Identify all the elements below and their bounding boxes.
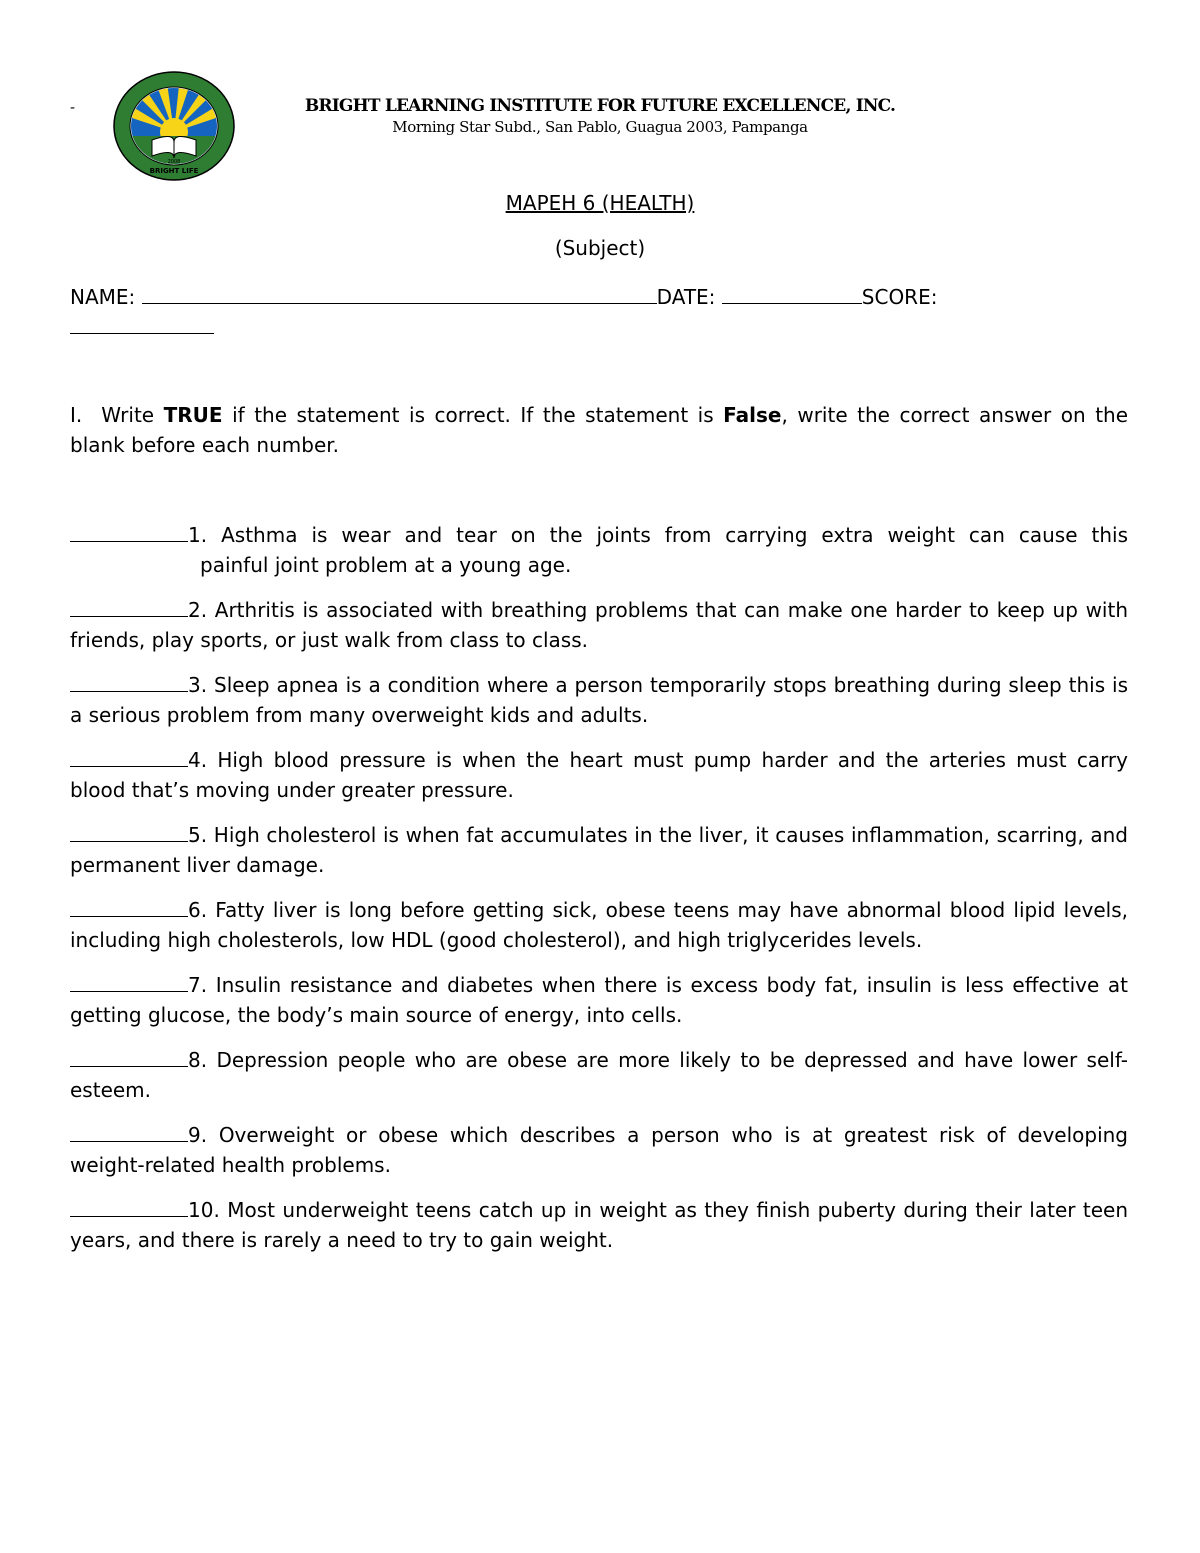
question-item-9 (70, 1120, 1128, 1180)
question-item-10 (70, 1195, 1128, 1255)
question-text: Asthma is wear and tear on the joints from carrying extra weight can cause this (221, 523, 1128, 547)
question-text-cont: painful joint problem at a young age. (200, 553, 572, 577)
score-blank[interactable] (70, 313, 214, 334)
question-text: Insulin resistance and diabetes when there is excess body fat, insulin is less effective at getting glucose, the body’s main source of energy, into cells. (70, 973, 1129, 1027)
instructions-false: False (723, 403, 782, 427)
subject-label: (Subject) (554, 236, 646, 260)
answer-blank[interactable] (70, 671, 188, 692)
logo-bottom-text: BRIGHT LIFE (149, 167, 199, 175)
question-text: Sleep apnea is a condition where a person temporarily stops breathing during sleep this is a serious problem from many overweight kids and adults. (70, 673, 1128, 727)
answer-blank[interactable] (70, 596, 188, 617)
date-label: DATE: (656, 285, 716, 309)
school-logo (112, 70, 236, 182)
page-title (0, 191, 1200, 215)
school-name: BRIGHT LEARNING INSTITUTE FOR FUTURE EXCELLENCE, INC. (304, 96, 896, 116)
student-fields (70, 282, 1130, 342)
answer-blank[interactable] (70, 521, 188, 542)
question-list (70, 520, 1128, 1270)
question-item-7 (70, 970, 1128, 1030)
answer-blank[interactable] (70, 1121, 188, 1142)
question-item-2 (70, 595, 1128, 655)
question-text: High cholesterol is when fat accumulates in the liver, it causes inflammation, scarring, and permanent liver damage. (70, 823, 1128, 877)
answer-blank[interactable] (70, 1046, 188, 1067)
answer-blank[interactable] (70, 821, 188, 842)
question-item-5 (70, 820, 1128, 880)
name-blank[interactable] (142, 283, 657, 304)
question-number: 5. (188, 823, 208, 847)
school-address: Morning Star Subd., San Pablo, Guagua 2003, Pampanga (392, 118, 808, 136)
question-number: 3. (188, 673, 208, 697)
answer-blank[interactable] (70, 896, 188, 917)
question-number: 6. (188, 898, 208, 922)
score-label: SCORE: (861, 285, 938, 309)
question-item-4 (70, 745, 1128, 805)
question-text: Arthritis is associated with breathing problems that can make one harder to keep up with friends, play sports, or just walk from class to class. (70, 598, 1129, 652)
logo-year: 2008 (167, 159, 181, 165)
question-number: 8. (188, 1048, 208, 1072)
question-text: Depression people who are obese are more likely to be depressed and have lower self-esteem. (70, 1048, 1128, 1102)
answer-blank[interactable] (70, 1196, 188, 1217)
question-number: 10. (188, 1198, 220, 1222)
answer-blank[interactable] (70, 971, 188, 992)
question-text: Fatty liver is long before getting sick, obese teens may have abnormal blood lipid levels, including high cholesterols, low HDL (good cholesterol), and high triglycerides levels. (70, 898, 1129, 952)
question-number: 7. (188, 973, 208, 997)
question-text: High blood pressure is when the heart must pump harder and the arteries must carry blood that’s moving under greater pressure. (70, 748, 1128, 802)
question-item-3 (70, 670, 1128, 730)
instructions (70, 400, 1128, 460)
instructions-part3: , write the correct answer on the blank before each number. (70, 403, 1129, 457)
instructions-number: I. (70, 403, 83, 427)
name-label: NAME: (70, 285, 136, 309)
answer-blank[interactable] (70, 746, 188, 767)
question-item-1 (70, 520, 1128, 580)
page-title-text: MAPEH 6 (HEALTH) (505, 191, 695, 215)
instructions-part1: Write (101, 403, 155, 427)
question-item-8 (70, 1045, 1128, 1105)
question-text: Overweight or obese which describes a person who is at greatest risk of developing weight-related health problems. (70, 1123, 1129, 1177)
question-number: 1. (188, 523, 208, 547)
header-dash: - (70, 100, 76, 116)
instructions-part2: if the statement is correct. If the statement is (232, 403, 714, 427)
question-text: Most underweight teens catch up in weight as they finish puberty during their later teen years, and there is rarely a need to try to gain weight. (70, 1198, 1129, 1252)
question-number: 4. (188, 748, 208, 772)
question-item-6 (70, 895, 1128, 955)
school-header (250, 96, 950, 136)
question-number: 9. (188, 1123, 208, 1147)
date-blank[interactable] (722, 283, 862, 304)
instructions-true: TRUE (163, 403, 223, 427)
question-number: 2. (188, 598, 208, 622)
